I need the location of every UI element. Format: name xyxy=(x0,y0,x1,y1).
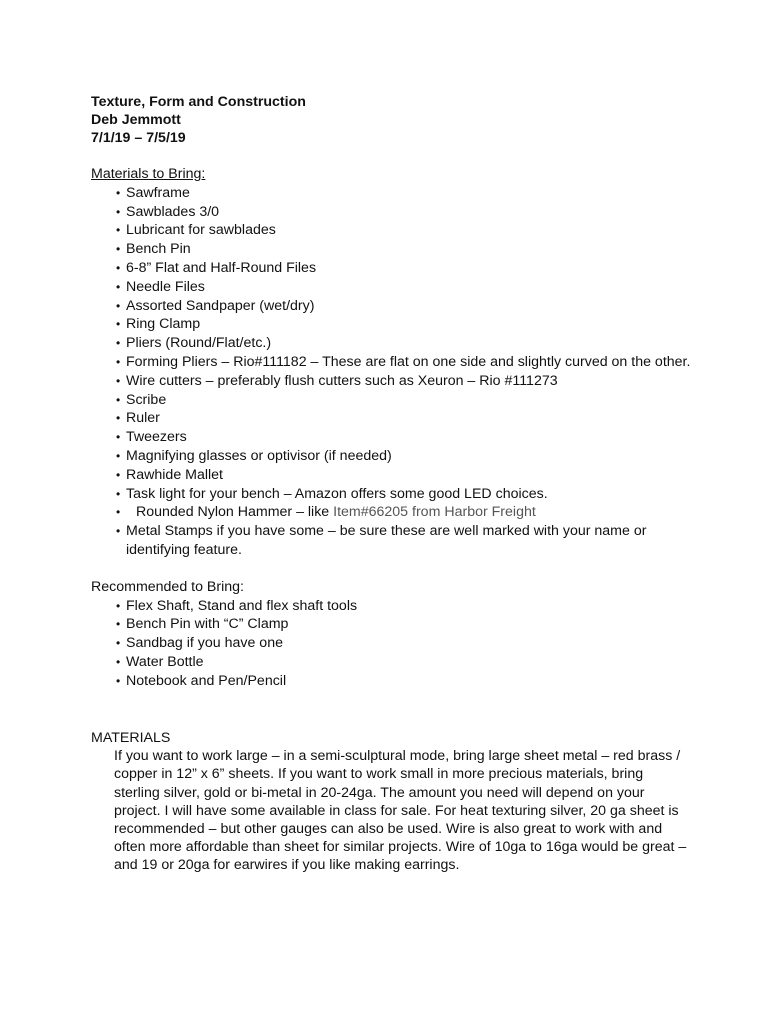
list-item: • Metal Stamps if you have some – be sure these are well marked with your name or identifying feature. xyxy=(116,523,647,558)
document-title: Texture, Form and Construction xyxy=(91,94,306,110)
list-item: • Needle Files xyxy=(116,278,205,295)
bullet-icon: • xyxy=(116,673,121,688)
list-item: • Ruler xyxy=(116,410,160,427)
bullet-icon: • xyxy=(116,242,121,257)
list-item: • Lubricant for sawblades xyxy=(116,222,276,239)
list-item: • Notebook and Pen/Pencil xyxy=(116,672,287,689)
recommended-list xyxy=(91,597,691,691)
spacer xyxy=(91,147,691,165)
bullet-icon: • xyxy=(116,185,121,200)
bullet-icon: • xyxy=(116,354,121,369)
list-item: • Assorted Sandpaper (wet/dry) xyxy=(116,297,315,314)
bullet-icon: • xyxy=(116,598,121,613)
bullet-icon: • xyxy=(116,467,121,482)
bullet-icon: • xyxy=(116,204,121,219)
bullet-icon: • xyxy=(116,260,121,275)
bullet-icon: • xyxy=(116,636,121,651)
bullet-icon: • xyxy=(116,223,121,238)
document-author: Deb Jemmott xyxy=(91,112,181,128)
materials-heading: MATERIALS xyxy=(91,729,171,746)
materials-to-bring-list xyxy=(91,184,691,560)
bullet-icon: • xyxy=(116,411,121,426)
hammer-item-text: Rounded Nylon Hammer – like xyxy=(136,504,334,521)
list-item: • Sandbag if you have one xyxy=(116,635,283,652)
list-item: • Magnifying glasses or optivisor (if needed) xyxy=(116,447,392,464)
list-item: • Sawblades 3/0 xyxy=(116,203,220,220)
materials-to-bring-heading: Materials to Bring: xyxy=(91,166,206,182)
materials-paragraph: If you want to work large – in a semi-sculptural mode, bring large sheet metal – red brass / copper in 12” x 6” sheets. If you want to work small in more precious materials, bring sterling silver, gold or bi-metal in 20-24ga. The amount you need will depend on your project. I will have some available in class for sale. For heat texturing silver, 20 ga sheet is recommended – but other gauges can also be used. Wire is also great to work with and often more affordable than sheet for similar projects. Wire of 10ga to 16ga would be great – and 19 or 20ga for earwires if you like making earrings. xyxy=(114,748,687,873)
document-page xyxy=(91,93,691,874)
list-item: • Task light for your bench – Amazon offers some good LED choices. xyxy=(116,485,548,502)
list-item: • Pliers (Round/Flat/etc.) xyxy=(116,335,272,352)
bullet-icon: • xyxy=(116,373,121,388)
bullet-icon: • xyxy=(116,336,121,351)
list-item: • Rawhide Mallet xyxy=(116,466,223,483)
list-item: • Forming Pliers – Rio#111182 – These are flat on one side and slightly curved on the other. xyxy=(116,353,691,370)
list-item-hammer xyxy=(91,503,691,522)
list-item: • Bench Pin with “C” Clamp xyxy=(116,616,289,633)
document-dates: 7/1/19 – 7/5/19 xyxy=(91,130,186,146)
bullet-icon: • xyxy=(116,392,121,407)
list-item: • Ring Clamp xyxy=(116,316,201,333)
bullet-icon: • xyxy=(116,654,121,669)
list-item: • Sawframe xyxy=(116,184,190,201)
bullet-icon: • xyxy=(116,448,121,463)
list-item: • Tweezers xyxy=(116,429,187,446)
bullet-icon: • xyxy=(116,617,121,632)
list-item: • Scribe xyxy=(116,391,167,408)
bullet-icon: • xyxy=(116,505,121,520)
bullet-icon: • xyxy=(116,524,121,539)
bullet-icon: • xyxy=(116,298,121,313)
bullet-icon: • xyxy=(116,279,121,294)
materials-section xyxy=(91,729,691,874)
recommended-section xyxy=(91,578,691,691)
list-item: • Wire cutters – preferably flush cutters such as Xeuron – Rio #111273 xyxy=(116,372,558,389)
bullet-icon: • xyxy=(116,486,121,501)
bullet-icon: • xyxy=(116,430,121,445)
bullet-icon: • xyxy=(116,317,121,332)
list-item: • Water Bottle xyxy=(116,653,204,670)
list-item: • 6-8” Flat and Half-Round Files xyxy=(116,259,317,276)
recommended-heading: Recommended to Bring: xyxy=(91,578,244,595)
harbor-freight-link[interactable]: Item#66205 from Harbor Freight xyxy=(333,504,536,521)
list-item: • Flex Shaft, Stand and flex shaft tools xyxy=(116,597,358,614)
list-item: • Bench Pin xyxy=(116,241,191,258)
